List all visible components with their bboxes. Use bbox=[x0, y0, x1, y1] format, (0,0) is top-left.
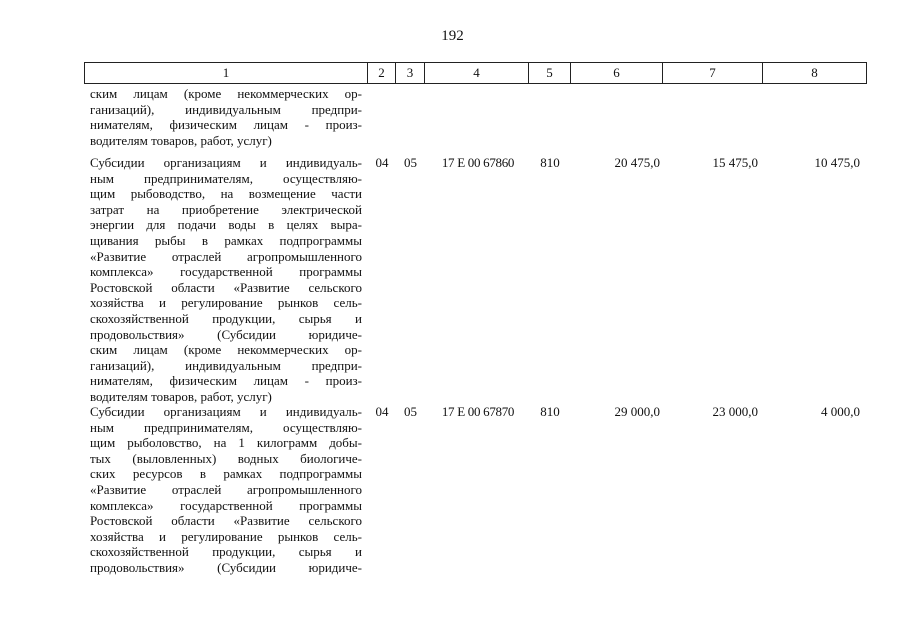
description-line: комплекса» государственной программы bbox=[90, 497, 362, 513]
section-code: 04 bbox=[375, 404, 389, 419]
description-line: нимателям, физическим лицам - произ- bbox=[90, 373, 362, 389]
description-line: продовольствия» (Субсидии юридиче- bbox=[90, 559, 362, 575]
header-col-4: 4 bbox=[425, 63, 529, 84]
description-line: ганизаций), индивидуальным предпри- bbox=[90, 101, 362, 117]
description-line: ским лицам (кроме некоммерческих ор- bbox=[90, 342, 362, 358]
header-col-5: 5 bbox=[529, 63, 571, 84]
description-line: Субсидии организациям и индивидуаль- bbox=[90, 155, 362, 170]
header-col-1: 1 bbox=[85, 63, 368, 84]
subsection-code: 05 bbox=[404, 404, 417, 419]
description-line: водителям товаров, работ, услуг) bbox=[90, 388, 272, 404]
header-col-6: 6 bbox=[571, 63, 663, 84]
amount-col-7: 15 475,0 bbox=[712, 155, 758, 170]
amount-col-7: 23 000,0 bbox=[712, 404, 758, 419]
amount-col-6: 29 000,0 bbox=[614, 404, 660, 419]
header-col-3: 3 bbox=[396, 63, 425, 84]
description-line: щим рыболовство, на 1 килограмм добы- bbox=[90, 435, 362, 451]
description-line: ганизаций), индивидуальным предпри- bbox=[90, 357, 362, 373]
description-line: тых (выловленных) водных биологиче- bbox=[90, 450, 362, 466]
expense-type-code: 810 bbox=[540, 155, 560, 170]
description-line: скохозяйственной продукции, сырья и bbox=[90, 544, 362, 560]
target-article-code: 17 Е 00 67860 bbox=[441, 155, 515, 170]
page-number: 192 bbox=[441, 28, 464, 44]
description-line: хозяйства и регулирование рынков сель- bbox=[90, 295, 362, 311]
description-line: Субсидии организациям и индивидуаль- bbox=[90, 404, 362, 419]
subsection-code: 05 bbox=[404, 155, 417, 170]
description-line: хозяйства и регулирование рынков сель- bbox=[90, 528, 362, 544]
description-line: «Развитие отраслей агропромышленного bbox=[90, 248, 362, 264]
description-line: ным предпринимателям, осуществляю- bbox=[90, 170, 362, 186]
description-line: скохозяйственной продукции, сырья и bbox=[90, 310, 362, 326]
header-col-7: 7 bbox=[663, 63, 763, 84]
amount-col-6: 20 475,0 bbox=[614, 155, 660, 170]
header-col-8: 8 bbox=[763, 63, 867, 84]
description-line: затрат на приобретение электрической bbox=[90, 201, 362, 217]
section-code: 04 bbox=[375, 155, 389, 170]
description-line: Ростовской области «Развитие сельского bbox=[90, 279, 362, 295]
description-line: энергии для подачи воды в целях выра- bbox=[90, 217, 362, 233]
description-line: Ростовской области «Развитие сельского bbox=[90, 513, 362, 529]
description-line: продовольствия» (Субсидии юридиче- bbox=[90, 326, 362, 342]
description-line: нимателям, физическим лицам - произ- bbox=[90, 117, 362, 133]
amount-col-8: 10 475,0 bbox=[814, 155, 860, 170]
row-description bbox=[90, 404, 362, 576]
description-line: водителям товаров, работ, услуг) bbox=[90, 132, 272, 148]
target-article-code: 17 Е 00 67870 bbox=[441, 404, 515, 419]
amount-col-8: 4 000,0 bbox=[821, 404, 860, 419]
description-line: ским лицам (кроме некоммерческих ор- bbox=[90, 86, 362, 101]
row-description bbox=[90, 86, 362, 148]
description-line: щим рыбоводство, на возмещение части bbox=[90, 186, 362, 202]
row-description bbox=[90, 155, 362, 405]
description-line: комплекса» государственной программы bbox=[90, 264, 362, 280]
header-col-2: 2 bbox=[368, 63, 396, 84]
description-line: ным предпринимателям, осуществляю- bbox=[90, 419, 362, 435]
expense-type-code: 810 bbox=[540, 404, 560, 419]
table-header bbox=[84, 62, 867, 84]
description-line: щивания рыбы в рамках подпрограммы bbox=[90, 232, 362, 248]
description-line: «Развитие отраслей агропромышленного bbox=[90, 481, 362, 497]
description-line: ских ресурсов в рамках подпрограммы bbox=[90, 466, 362, 482]
